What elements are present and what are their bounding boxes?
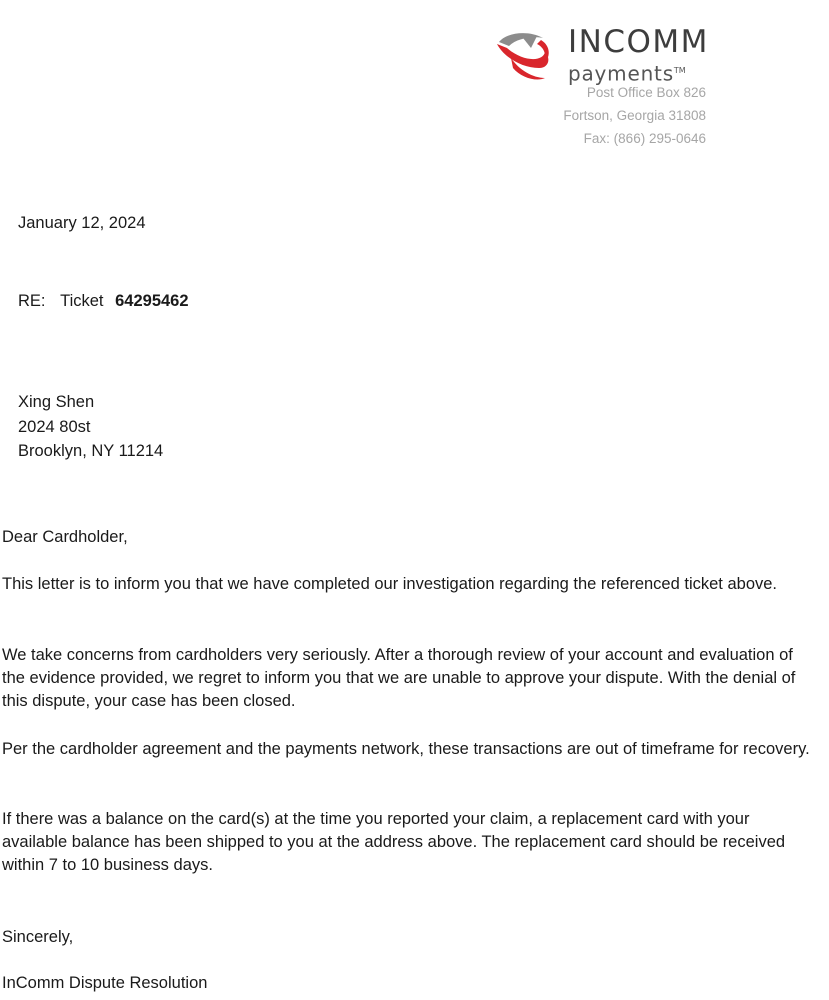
paragraph-denial: We take concerns from cardholders very seriously. After a thorough review of your account and evaluation of the evidence provided, we regret to inform you that we are unable to approve your dispute. With the denial of this dispute, your case has been closed.	[2, 646, 796, 710]
re-line	[18, 290, 189, 313]
letterhead	[488, 22, 748, 152]
recipient-city: Brooklyn, NY 11214	[18, 442, 164, 460]
ticket-number: 64295462	[115, 292, 189, 310]
letterhead-address-city: Fortson, Georgia 31808	[563, 108, 706, 123]
closing: Sincerely,	[2, 928, 74, 946]
recipient-name: Xing Shen	[18, 393, 95, 411]
letterhead-address-po-box: Post Office Box 826	[586, 85, 706, 100]
brand-name: INCOMM	[568, 24, 709, 60]
paragraph-investigation: This letter is to inform you that we have completed our investigation regarding the referenced ticket above.	[2, 575, 778, 593]
brand-subtitle: payments™	[568, 61, 686, 86]
letterhead-fax: Fax: (866) 295-0646	[583, 131, 706, 146]
ticket-label: Ticket	[60, 292, 104, 310]
salutation: Dear Cardholder,	[2, 528, 128, 546]
signature: InComm Dispute Resolution	[2, 974, 208, 992]
incomm-logo-icon	[493, 28, 555, 84]
re-label: RE:	[18, 292, 46, 310]
trademark-mark: TM	[673, 66, 686, 75]
paragraph-timeframe: Per the cardholder agreement and the payments network, these transactions are out of timeframe for recovery.	[2, 740, 810, 758]
paragraph-replacement-card: If there was a balance on the card(s) at the time you reported your claim, a replacement card with your available balance has been shipped to you at the address above. The replacement card should be received within 7 to 10 business days.	[2, 810, 786, 874]
recipient-street: 2024 80st	[18, 418, 91, 436]
letter-date: January 12, 2024	[18, 214, 146, 232]
